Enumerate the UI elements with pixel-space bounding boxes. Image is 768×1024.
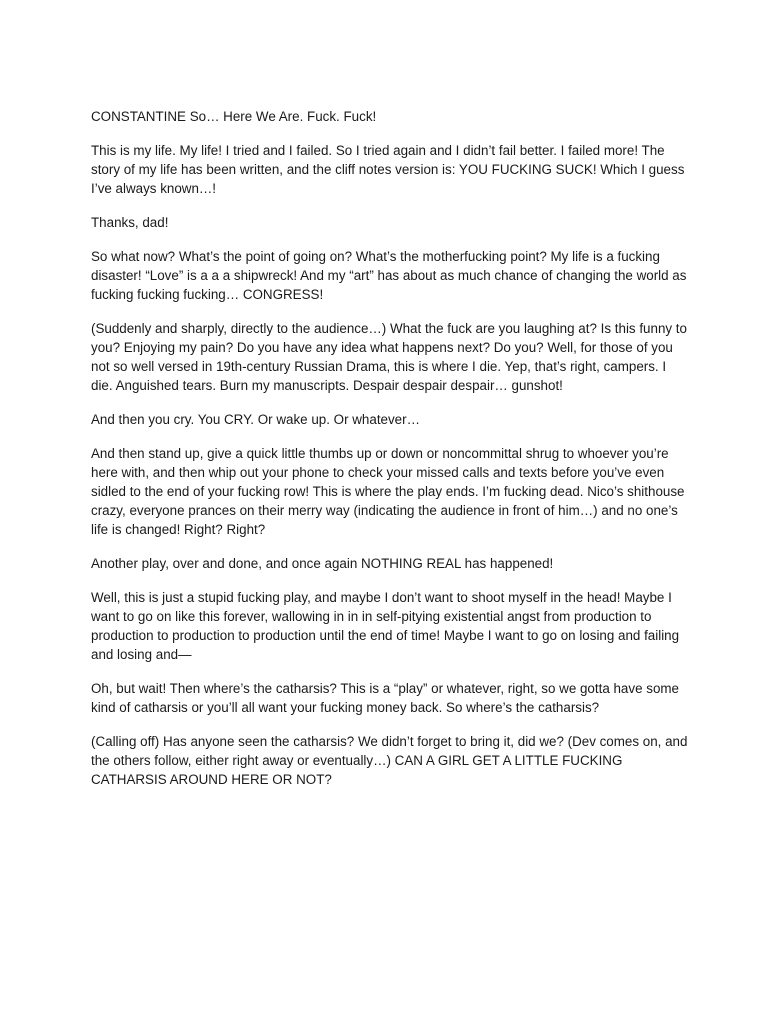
paragraph: And then stand up, give a quick little thumbs up or down or noncommittal shrug to whoever you’re here with, and then whip out your phone to check your missed calls and texts before you’ve even sidled to the end of your fucking row! This is where the play ends. I’m fucking dead. Nico’s shithouse crazy, everyone prances on their merry way (indicating the audience in front of him…) and no one’s life is changed! Right? Right? — [91, 446, 685, 537]
speaker-heading: CONSTANTINE So… Here We Are. Fuck. Fuck! — [91, 109, 377, 124]
paragraph: Another play, over and done, and once again NOTHING REAL has happened! — [91, 556, 554, 571]
paragraph: This is my life. My life! I tried and I failed. So I tried again and I didn’t fail better. I failed more! The story of my life has been written, and the cliff notes version is: YOU FUCKING SUCK! Which I guess I’ve always known…! — [91, 143, 685, 196]
paragraph: Oh, but wait! Then where’s the catharsis? This is a “play” or whatever, right, so we gotta have some kind of catharsis or you’ll all want your fucking money back. So where’s the catharsis? — [91, 681, 679, 715]
paragraph: So what now? What’s the point of going on? What’s the motherfucking point? My life is a fucking disaster! “Love” is a a a shipwreck! And my “art” has about as much chance of changing the world as fucking fucking fucking… CONGRESS! — [91, 249, 687, 302]
paragraph: Well, this is just a stupid fucking play, and maybe I don’t want to shoot myself in the head! Maybe I want to go on like this forever, wallowing in in in self-pitying existential angst from production to production to production to production until the end of time! Maybe I want to go on losing and failing and losing and— — [91, 590, 680, 662]
paragraph: Thanks, dad! — [91, 215, 169, 230]
paragraph: (Calling off) Has anyone seen the catharsis? We didn’t forget to bring it, did we? (Dev comes on, and the others follow, either right away or eventually…) CAN A GIRL GET A LITTLE FUCKING CATHARSIS AROUND HERE OR NOT? — [91, 734, 688, 787]
paragraph: And then you cry. You CRY. Or wake up. Or whatever… — [91, 412, 420, 427]
paragraph: (Suddenly and sharply, directly to the audience…) What the fuck are you laughing at? Is this funny to you? Enjoying my pain? Do you have any idea what happens next? Do you? Well, for those of you not so well versed in 19th-century Russian Drama, this is where I die. Yep, that’s right, campers. I die. Anguished tears. Burn my manuscripts. Despair despair despair… gunshot! — [91, 321, 687, 393]
script-text — [91, 107, 691, 804]
